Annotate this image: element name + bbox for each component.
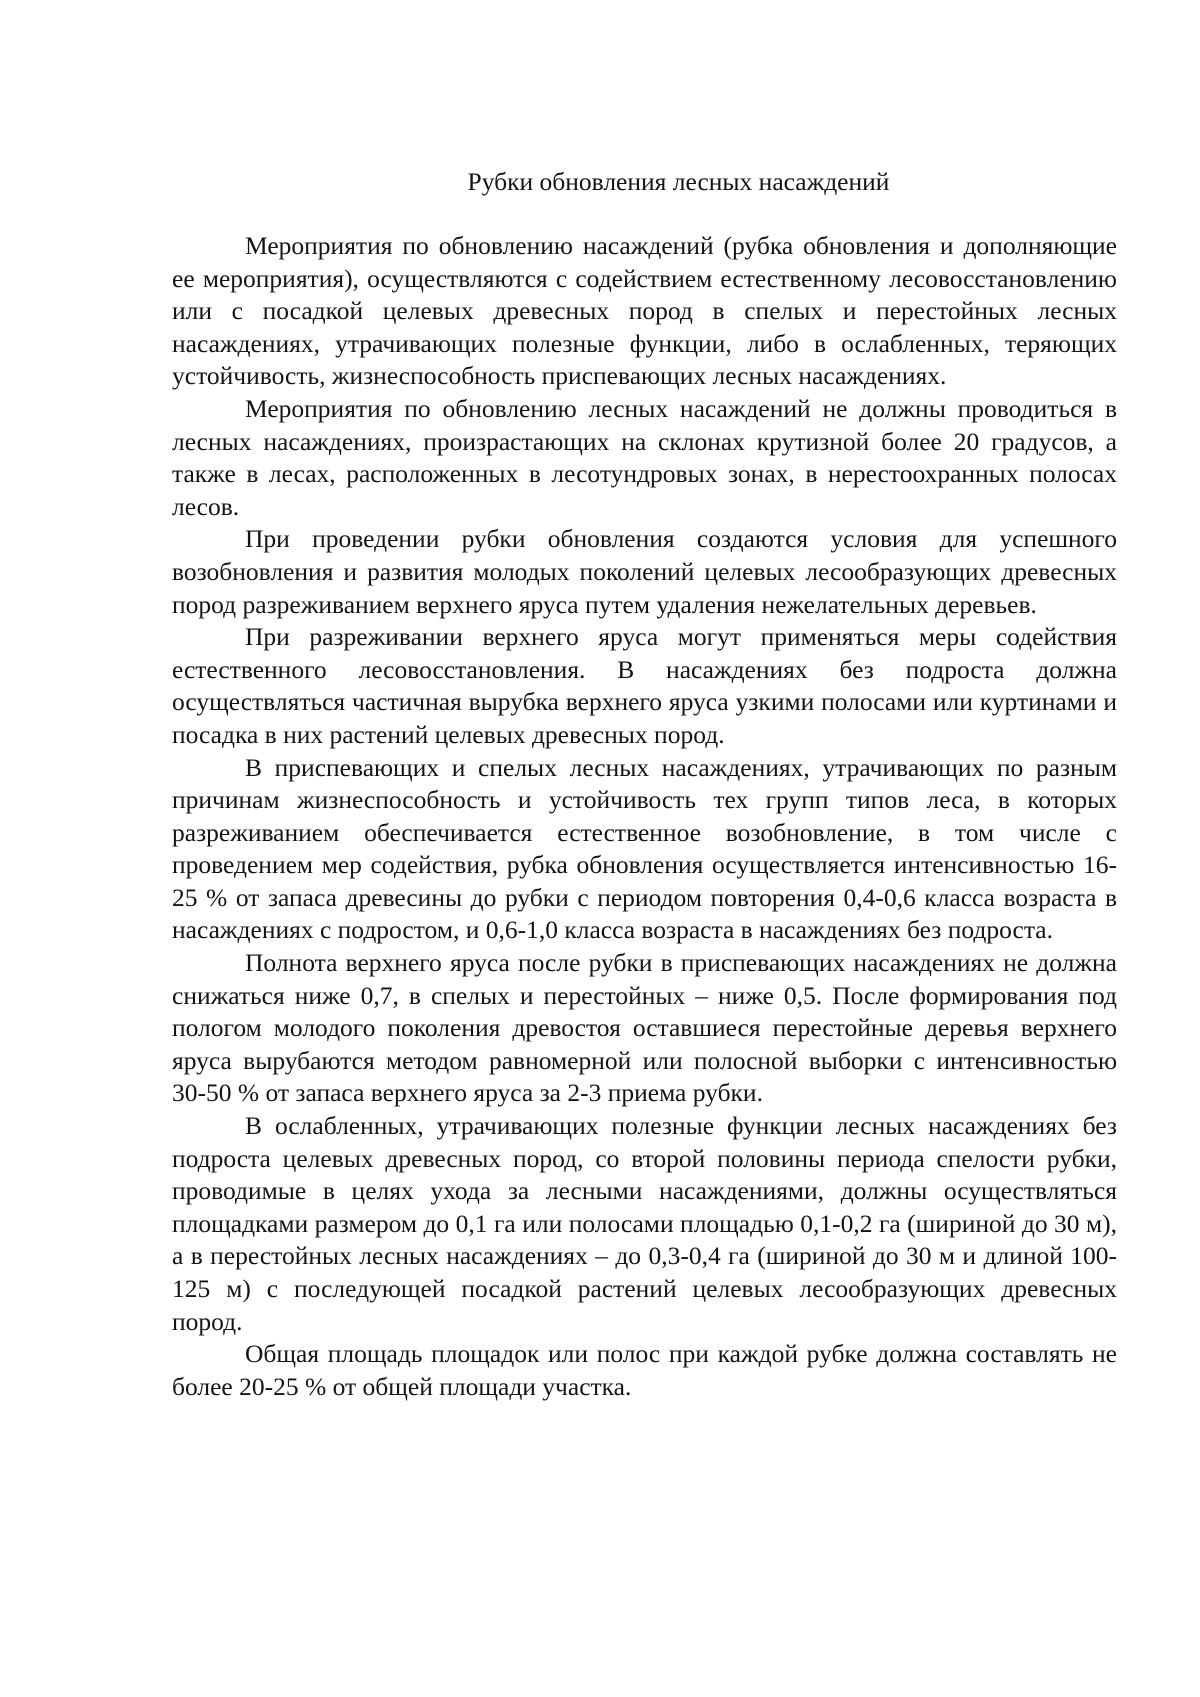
paragraph-5: В приспевающих и спелых лесных насаждениях, утрачивающих по разным причинам жизнеспособность и устойчивость тех групп типов леса, в которых разреживанием обеспечивается естественное возобновление, в том числе с проведением мер содействия, рубка обновления осуществляется интенсивностью 16-25 % от запаса древесины до рубки с периодом повторения 0,4-0,6 класса возраста в насаждениях с подростом, и 0,6-1,0 класса возраста в насаждениях без подроста.	[172, 752, 1117, 945]
paragraph-4: При разреживании верхнего яруса могут применяться меры содействия естественного лесовосстановления. В насаждениях без подроста должна осуществляться частичная вырубка верхнего яруса узкими полосами или куртинами и посадка в них растений целевых древесных пород.	[172, 622, 1117, 749]
paragraph-7: В ослабленных, утрачивающих полезные функции лесных насаждениях без подроста целевых древесных пород, со второй половины периода спелости рубки, проводимые в целях ухода за лесными насаждениями, должны осуществляться площадками размером до 0,1 га или полосами площадью 0,1-0,2 га (шириной до 30 м), а в перестойных лесных насаждениях – до 0,3-0,4 га (шириной до 30 м и длиной 100-125 м) с последующей посадкой растений целевых лесообразующих древесных пород.	[172, 1111, 1117, 1336]
document-title: Рубки обновления лесных насаждений	[467, 167, 890, 196]
paragraph-6: Полнота верхнего яруса после рубки в приспевающих насаждениях не должна снижаться ниже 0,7, в спелых и перестойных – ниже 0,5. После формирования под пологом молодого поколения древостоя оставшиеся перестойные деревья верхнего яруса вырубаются методом равномерной или полосной выборки с интенсивностью 30-50 % от запаса верхнего яруса за 2-3 приема рубки.	[172, 948, 1117, 1108]
paragraph-2: Мероприятия по обновлению лесных насаждений не должны проводиться в лесных насаждениях, произрастающих на склонах крутизной более 20 градусов, а также в лесах, расположенных в лесотундровых зонах, в нерестоохранных полосах лесов.	[172, 393, 1117, 521]
paragraph-8: Общая площадь площадок или полос при каждой рубке должна составлять не более 20-25 % от общей площади участка.	[172, 1339, 1117, 1401]
paragraph-3: При проведении рубки обновления создаются условия для успешного возобновления и развития молодых поколений целевых лесообразующих древесных пород разреживанием верхнего яруса путем удаления нежелательных деревьев.	[172, 524, 1117, 619]
document-page	[172, 166, 1117, 1403]
paragraph-1: Мероприятия по обновлению насаждений (рубка обновления и дополняющие ее мероприятия), осуществляются с содействием естественному лесовосстановлению или с посадкой целевых древесных пород в спелых и перестойных лесных насаждениях, утрачивающих полезные функции, либо в ослабленных, теряющих устойчивость, жизнеспособность приспевающих лесных насаждениях.	[172, 231, 1117, 391]
